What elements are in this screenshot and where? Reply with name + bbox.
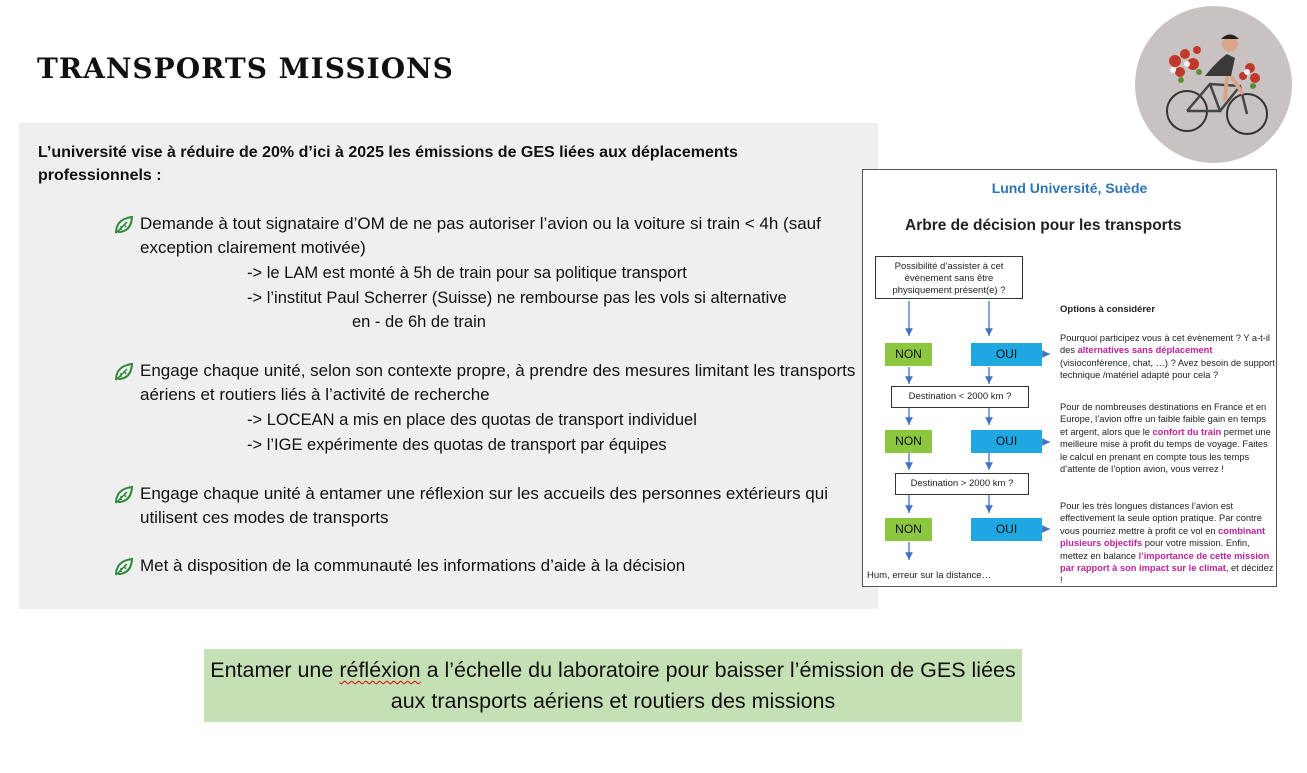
bullet-2 [140, 359, 875, 407]
bullet-1-sub-1: -> le LAM est monté à 5h de train pour sa politique transport [247, 264, 687, 282]
option-1-highlight: alternatives sans déplacement [1077, 345, 1213, 356]
content-panel [19, 123, 878, 609]
bullet-2-text: Engage chaque unité, selon son contexte propre, à prendre des mesures limitant les transports aériens et routiers liés à l’activité de recherche [140, 361, 856, 404]
bullet-2-sub-2: -> l’IGE expérimente des quotas de transport par équipes [247, 436, 667, 454]
figure-footer: Hum, erreur sur la distance… [867, 570, 992, 581]
banner-misspelled-word: réfléxion [339, 658, 421, 682]
option-3-text-b: pour votre mission. Enfin, mettez en balance [1060, 538, 1250, 561]
question-box: Possibilité d’assister à cet évènement sans être physiquement présent(e) ? [875, 256, 1023, 299]
oui-box-1: OUI [971, 343, 1042, 366]
bullet-1-sub-3: en - de 6h de train [352, 313, 486, 331]
non-box-2: NON [885, 430, 932, 453]
bullet-1 [140, 212, 875, 260]
option-3-text-a: Pour les très longues distances l’avion est effectivement la seule option pratique. Par contre vous pourriez mettre à profit ce vol en [1060, 501, 1262, 536]
option-3-highlight-1: combinant plusieurs objectifs [1060, 525, 1266, 549]
page-title: TRANSPORTS MISSIONS [37, 52, 454, 85]
option-1-text-b: (visioconférence, chat, …) ? Avez besoin de support technique /matériel adapté pour cela ? [1060, 357, 1275, 381]
bullet-4 [140, 554, 875, 578]
option-2-highlight: confort du train [1152, 426, 1222, 437]
bullet-2-sub-1: -> LOCEAN a mis en place des quotas de transport individuel [247, 411, 697, 429]
bullet-3 [140, 482, 875, 530]
leaf-icon [113, 556, 135, 578]
banner-text-pre: Entamer une [210, 658, 340, 682]
figure-heading: Arbre de décision pour les transports [905, 217, 1182, 234]
option-3 [1060, 500, 1275, 587]
bullet-3-text: Engage chaque unité à entamer une réflexion sur les accueils des personnes extérieurs qui utilisent ces modes de transports [140, 484, 828, 527]
option-2 [1060, 401, 1275, 475]
banner-text-post: a l’échelle du laboratoire pour baisser l’émission de GES liées aux transports aériens et routiers des missions [390, 658, 1016, 713]
bullet-4-text: Met à disposition de la communauté les informations d’aide à la décision [140, 556, 686, 575]
cyclist-illustration [1135, 6, 1292, 163]
destination-box-1: Destination < 2000 km ? [891, 386, 1029, 408]
option-3-text-c: , et décidez ! [1060, 563, 1274, 586]
figure-university: Lund Université, Suède [991, 180, 1148, 196]
conclusion-banner [204, 649, 1022, 722]
leaf-icon [113, 361, 135, 383]
bullet-1-text: Demande à tout signataire d’OM de ne pas autoriser l’avion ou la voiture si train < 4h (sauf exception clairement motivée) [140, 214, 821, 257]
bullet-1-sub-2: -> l’institut Paul Scherrer (Suisse) ne rembourse pas les vols si alternative [247, 289, 787, 307]
non-box-3: NON [885, 518, 932, 541]
oui-box-3: OUI [971, 518, 1042, 541]
leaf-icon [113, 484, 135, 506]
leaf-icon [113, 214, 135, 236]
option-3-highlight-2: l’importance de cette mission par rapport à son impact sur le climat [1060, 550, 1270, 574]
non-box-1: NON [885, 343, 932, 366]
decision-tree-figure [862, 169, 1277, 587]
destination-box-2: Destination > 2000 km ? [895, 473, 1029, 495]
option-2-text-b: permet une meilleure mise à profit du temps de voyage. Faites le calcul en prenant en compte tous les temps d’attente de l’option avion, vous verrez ! [1060, 426, 1271, 475]
option-2-text-a: Pour de nombreuses destinations en France et en Europe, l’avion offre un faible faible gain en temps et argent, alors que le [1060, 402, 1267, 437]
option-1-text-a: Pourquoi participez vous à cet évènement ? Y a-t-il des [1060, 333, 1270, 356]
oui-box-2: OUI [971, 430, 1042, 453]
cyclist-photo [1135, 6, 1292, 163]
option-1 [1060, 332, 1275, 382]
intro-text: L’université vise à réduire de 20% d’ici à 2025 les émissions de GES liées aux déplacements professionnels : [38, 144, 738, 184]
options-title: Options à considérer [1060, 304, 1156, 315]
